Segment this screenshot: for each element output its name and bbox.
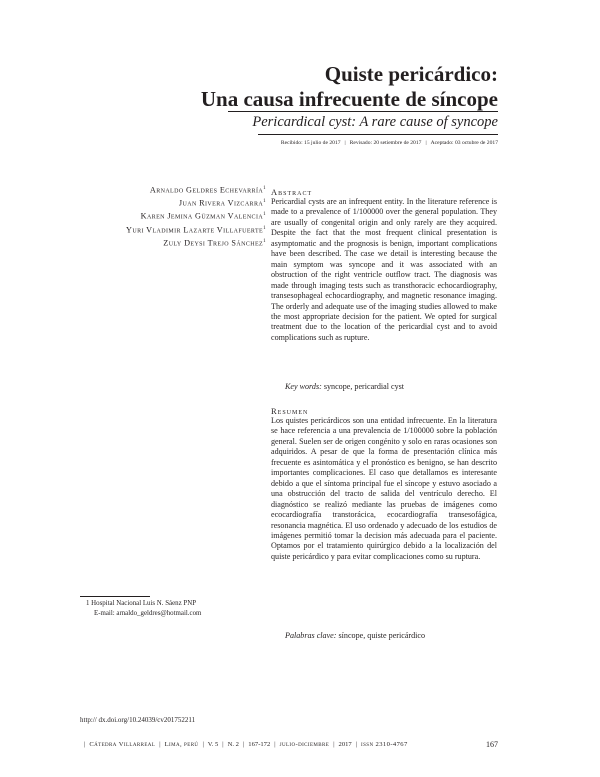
author: Yuri Vladimir Lazarte Villafuerte$^1$	[126, 225, 266, 235]
date-received: Recibido: 15 julio de 2017	[280, 140, 341, 146]
footnote-divider	[80, 596, 150, 597]
author: Juan Rivera Vizcarra$^1$	[178, 198, 266, 208]
footer-journal: Cátedra Villarreal	[89, 741, 156, 748]
article-title-line-2: Una causa infrecuente de síncope	[200, 87, 498, 111]
resumen-heading: Resumen	[271, 406, 309, 416]
doi-link[interactable]: http:// dx.doi.org/10.24039/cv201752211	[80, 716, 196, 724]
article-dates: Recibido: 15 julio de 2017 | Revisado: 20 setiembre de 2017 | Aceptado: 03 octubre de 2017	[280, 140, 498, 146]
title-divider	[228, 111, 498, 112]
author: Zuly Deysi Trejo Sánchez$^1$	[163, 238, 266, 248]
article-subtitle: Pericardical cyst: A rare cause of syncope	[252, 114, 498, 130]
author-list	[126, 183, 266, 249]
footer-volume: V. 5	[207, 741, 219, 748]
affiliation-footnote	[86, 599, 201, 619]
author: Karen Jemina Güzman Valencia$^1$	[140, 212, 266, 222]
footer-period: julio-diciembre	[279, 741, 330, 748]
footnote-email: E-mail: arnaldo_geldres@hotmail.com	[94, 610, 202, 617]
footer-pages: 167-172	[248, 741, 271, 748]
date-reviewed: Revisado: 20 setiembre de 2017	[349, 140, 422, 146]
page-footer: | Cátedra Villarreal | Lima, perú | V. 5 | N. 2 | 167-172 | julio-diciembre | 2017 | issn 2310-4767	[84, 741, 408, 748]
footnote-affiliation: 1 Hospital Nacional Luis N. Sáenz PNP	[86, 600, 197, 607]
footer-place: Lima, perú	[164, 741, 199, 748]
page-number: 167	[486, 740, 498, 749]
footer-number: N. 2	[227, 741, 239, 748]
subtitle-divider	[258, 134, 498, 135]
abstract-text: Pericardial cysts are an infrequent entity. In the literature reference is made to a prevalence of 1/100000 over the general population. They are usually of congenital origin and only rarely are they acquired. Despite the fact that the most frequent clinical presentation is asymptomatic and the prognosis is benign, important complications have been described. The case we detail is interesting because the main symptom was syncope and it was associated with an obstruction of the right ventricle outflow tract. The diagnosis was made through imaging tests such as transthoracic echocardiography, transesophageal echocardiography, and magnetic resonance imaging. The orderly and adequate use of the imaging studies allowed to make the most appropriate decision for the patient. We opted for surgical treatment due to the location of the pericardial cyst and to avoid complications such as rupture.	[271, 197, 497, 342]
keywords-label: Key words:	[285, 382, 322, 391]
keywords-value: syncope, pericardial cyst	[323, 382, 405, 391]
keywords	[285, 382, 404, 391]
date-accepted: Aceptado: 03 octubre de 2017	[430, 140, 498, 146]
footer-year: 2017	[338, 741, 352, 748]
footer-issn: issn 2310-4767	[361, 741, 408, 748]
palabras-clave-value: síncope, quiste pericárdico	[338, 631, 426, 640]
palabras-clave-label: Palabras clave:	[285, 631, 337, 640]
article-title-line-1: Quiste pericárdico:	[324, 62, 498, 86]
resumen-text: Los quistes pericárdicos son una entidad infrecuente. En la literatura se hace referencia a una prevalencia de 1/100000 sobre la población general. Suelen ser de origen congénito y solo en raras ocasiones son adquiridos. A pesar de que la forma de presentación clínica más frecuente es asintomática y el pronóstico es benigno, se han descrito importantes complicaciones. El caso que detallamos es interesante debido a que el síntoma principal fue el síncope y estuvo asociado a una obstrucción del tracto de salida del ventrículo derecho. El diagnóstico se realizó mediante las pruebas de imágenes como ecocardiografía transtorácica, ecocardiografía transesofágica, resonancia magnética. El uso ordenado y adecuado de los estudios de imágenes permitió tomar la decision más adecuada para el paciente. Optamos por el tratamiento quirúrgico debido a la localización del quiste pericárdico y para evitar complicaciones como su ruptura.	[271, 416, 497, 561]
author: Arnaldo Geldres Echevarría$^1$	[149, 185, 266, 195]
abstract-heading: Abstract	[271, 187, 313, 197]
palabras-clave	[285, 631, 425, 640]
